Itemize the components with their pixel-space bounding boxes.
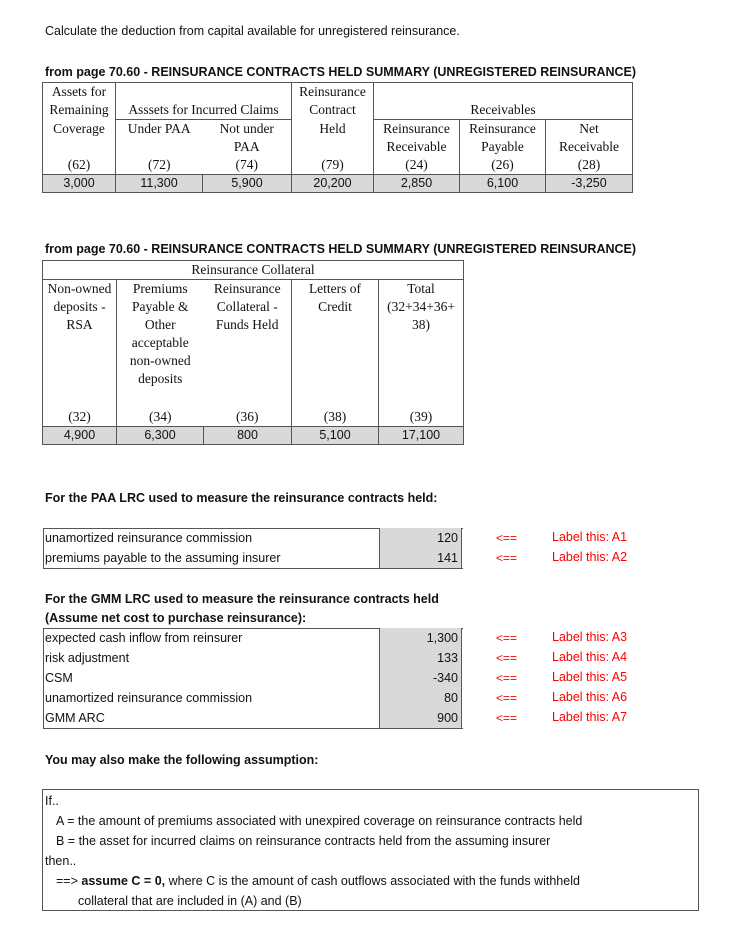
header-text: 38) [379,316,464,334]
definition-b: B = the asset for incurred claims on reinsurance contracts held from the assuming insurer [56,834,551,848]
ref-cell: (79) [292,156,374,175]
header-coverage: Coverage [43,120,116,139]
input-value-a6[interactable]: 80 [379,688,462,708]
paa-row-premiums [43,548,463,568]
header-remaining: Remaining [43,101,116,120]
reinsurance-collateral-table [42,260,464,445]
header-text: Payable & [131,299,189,314]
row-label: CSM [45,671,73,685]
arrow-indicator: <== [496,691,518,705]
header-reins-receivable-1: Reinsurance [374,120,460,139]
arrow-indicator: <== [496,551,518,565]
ref-cell: (34) [149,409,172,424]
row-label: unamortized reinsurance commission [45,691,253,705]
value-cell: 6,100 [460,175,546,193]
input-value-a1[interactable]: 120 [379,528,462,548]
header-text: non-owned [129,353,191,368]
label-a5: Label this: A5 [552,670,628,684]
value-cell: 17,100 [379,427,464,445]
arrow-indicator: <== [496,671,518,685]
input-value-a4[interactable]: 133 [379,648,462,668]
assumption-box [42,789,699,911]
ref-cell: (28) [546,156,633,175]
header-under-paa: Under PAA [116,120,203,139]
instruction-text: Calculate the deduction from capital available for unregistered reinsurance. [45,24,460,38]
value-cell: 800 [204,427,292,445]
value-cell: 6,300 [117,427,204,445]
arrow-indicator: <== [496,631,518,645]
if-text: If.. [45,794,59,808]
ref-cell: (72) [148,157,171,172]
gmm-row [43,688,463,708]
header-receivables: Receivables [374,101,633,120]
header-total: Total [379,280,464,299]
value-cell: 2,850 [374,175,460,193]
definition-a: A = the amount of premiums associated with unexpired coverage on reinsurance contracts held [56,814,583,828]
ref-cell: (36) [204,408,292,427]
header-text: deposits [138,371,183,386]
divider [43,568,463,569]
header-paa: PAA [203,138,292,156]
header-text: Collateral - [204,298,292,316]
label-a7: Label this: A7 [552,710,628,724]
then-text: then.. [45,854,77,868]
value-cell: 5,900 [203,175,292,193]
arrow-indicator: ==> [56,874,78,888]
header-letters-of: Letters of [292,280,379,299]
assume-c-rest: where C is the amount of cash outflows associated with the funds withheld [165,874,580,888]
input-value-a7[interactable]: 900 [379,708,462,728]
ref-cell: (24) [374,156,460,175]
assumption-title: You may also make the following assumption: [45,753,319,767]
ref-cell: (26) [460,156,546,175]
paa-row-commission [43,528,463,548]
table1-title: from page 70.60 - REINSURANCE CONTRACTS HELD SUMMARY (UNREGISTERED REINSURANCE) [45,65,637,79]
arrow-indicator: <== [496,531,518,545]
row-label: GMM ARC [45,711,105,725]
value-cell: 20,200 [292,175,374,193]
arrow-indicator: <== [496,651,518,665]
header-contract: Contract [292,101,374,120]
label-a3: Label this: A3 [552,630,628,644]
paa-title: For the PAA LRC used to measure the reinsurance contracts held: [45,491,438,505]
gmm-row [43,628,463,648]
header-text: Funds Held [204,316,292,334]
label-a2: Label this: A2 [552,550,628,564]
header-not-under: Not under [203,120,292,139]
row-label: unamortized reinsurance commission [45,531,253,545]
header-net-1: Net [546,120,633,139]
ref-cell: (39) [379,408,464,427]
ref-cell: (32) [43,408,117,427]
assume-line [56,874,580,888]
header-text: deposits - [43,298,117,316]
header-reinsurance: Reinsurance [292,83,374,102]
header-reins-collateral: Reinsurance [204,280,292,299]
gmm-row [43,708,463,728]
header-text: acceptable [131,335,189,350]
value-cell: 11,300 [116,175,203,193]
gmm-title: For the GMM LRC used to measure the reinsurance contracts held [45,592,439,606]
label-a4: Label this: A4 [552,650,628,664]
header-assets-for: Assets for [43,83,116,102]
divider [43,728,463,729]
input-value-a3[interactable]: 1,300 [379,628,462,648]
input-value-a5[interactable]: -340 [379,668,462,688]
row-label: premiums payable to the assuming insurer [45,551,281,565]
ref-cell: (38) [292,408,379,427]
header-premiums: Premiums [117,280,204,299]
row-label: risk adjustment [45,651,130,665]
header-net-2: Receivable [546,138,633,156]
label-a6: Label this: A6 [552,690,628,704]
gmm-row [43,648,463,668]
ref-cell: (74) [203,156,292,175]
header-reins-receivable-2: Receivable [374,138,460,156]
header-text: (32+34+36+ [379,298,464,316]
reinsurance-summary-table [42,82,633,193]
header-text: RSA [43,316,117,334]
row-label: expected cash inflow from reinsurer [45,631,243,645]
header-reinsurance-collateral: Reinsurance Collateral [43,261,464,280]
header-held: Held [292,120,374,139]
table2-title: from page 70.60 - REINSURANCE CONTRACTS HELD SUMMARY (UNREGISTERED REINSURANCE) [45,242,637,256]
value-cell: 5,100 [292,427,379,445]
value-cell: 3,000 [43,175,116,193]
value-cell: 4,900 [43,427,117,445]
assume-line-2: collateral that are included in (A) and (B) [78,894,302,908]
header-incurred-claims: Asssets for Incurred Claims [116,101,292,120]
input-value-a2[interactable]: 141 [379,548,462,568]
header-text: Other [144,317,176,332]
header-reins-payable-2: Payable [460,138,546,156]
header-reins-payable-1: Reinsurance [460,120,546,139]
arrow-indicator: <== [496,711,518,725]
label-a1: Label this: A1 [552,530,628,544]
assume-c-bold: assume C = 0, [81,874,166,888]
gmm-row [43,668,463,688]
value-cell: -3,250 [546,175,633,193]
gmm-subtitle: (Assume net cost to purchase reinsurance): [45,611,307,625]
header-non-owned: Non-owned [43,280,117,299]
ref-cell: (62) [43,156,116,175]
header-text: Credit [292,298,379,316]
